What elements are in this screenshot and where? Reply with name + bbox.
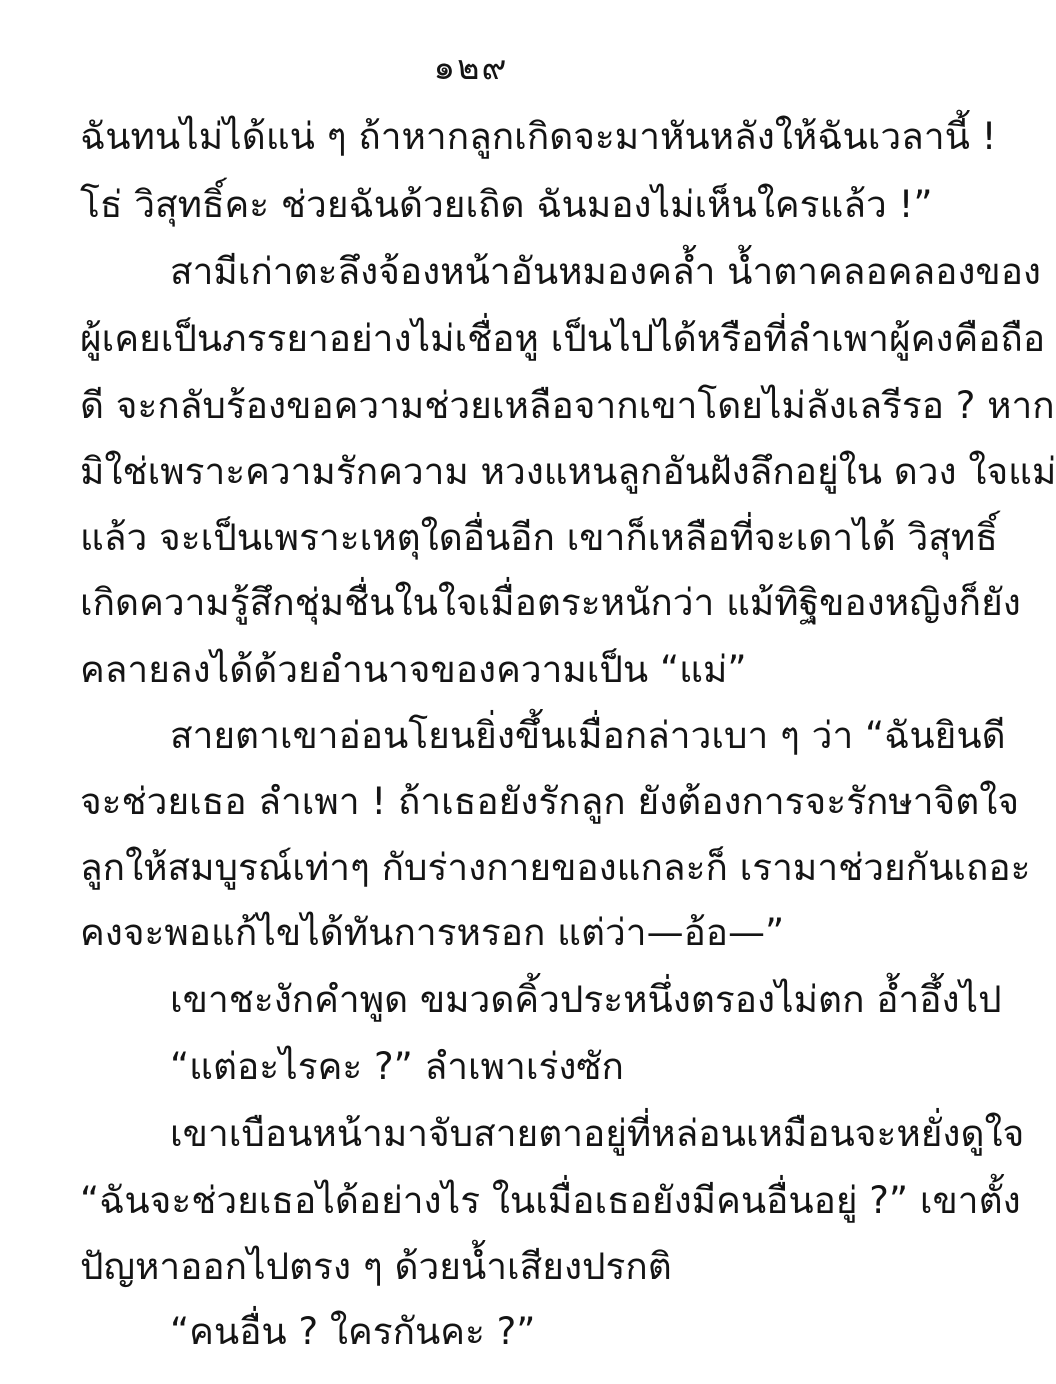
text-line: ผู้เคยเป็นภรรยาอย่างไม่เชื่อหู เป็นไปได้หรือที่ลำเพาผู้คงคือถือ [80, 317, 1046, 360]
text-line-indented: “คนอื่น ? ใครกันคะ ?” [170, 1310, 536, 1353]
text-line: มิใช่เพราะความรักความ หวงแหนลูกอันฝังลึกอยู่ใน ดวง ใจแม่ [80, 450, 1056, 493]
text-line: เกิดความรู้สึกชุ่มชื่นในใจเมื่อตระหนักว่า แม้ทิฐิของหญิงก็ยัง [80, 581, 1021, 624]
text-line: ฉันทนไม่ได้แน่ ๆ ถ้าหากลูกเกิดจะมาหันหลังให้ฉันเวลานี้ ! [80, 115, 997, 158]
text-line-indented: สายตาเขาอ่อนโยนยิ่งขึ้นเมื่อกล่าวเบา ๆ ว่า “ฉันยินดี [170, 714, 1006, 757]
text-line: คงจะพอแก้ไขได้ทันการหรอก แต่ว่า—อ้อ—” [80, 911, 785, 954]
text-line-indented: เขาชะงักคำพูด ขมวดคิ้วประหนึ่งตรองไม่ตก อ้ำอึ้งไป [170, 978, 1002, 1021]
text-line-indented: “แต่อะไรคะ ?” ลำเพาเร่งซัก [170, 1045, 624, 1088]
text-line: ลูกให้สมบูรณ์เท่าๆ กับร่างกายของแกละก็ เรามาช่วยกันเถอะ [80, 846, 1031, 889]
text-line-indented: เขาเบือนหน้ามาจับสายตาอยู่ที่หล่อนเหมือนจะหยั่งดูใจ [170, 1112, 1025, 1155]
text-line: ดี จะกลับร้องขอความช่วยเหลือจากเขาโดยไม่ลังเลรีรอ ? หาก [80, 384, 1055, 427]
text-line-indented: สามีเก่าตะลึงจ้องหน้าอันหมองคล้ำ น้ำตาคลอคลองของ [170, 250, 1041, 293]
text-line: คลายลงได้ด้วยอำนาจของความเป็น “แม่” [80, 648, 747, 691]
text-line: โธ่ วิสุทธิ์คะ ช่วยฉันด้วยเถิด ฉันมองไม่เห็นใครแล้ว !” [80, 183, 933, 226]
text-line: แล้ว จะเป็นเพราะเหตุใดอื่นอีก เขาก็เหลือที่จะเดาได้ วิสุทธิ์ [80, 516, 998, 559]
text-line: “ฉันจะช่วยเธอได้อย่างไร ในเมื่อเธอยังมีคนอื่นอยู่ ?” เขาตั้ง [80, 1179, 1021, 1222]
page-number: ๑๒๙ [433, 48, 509, 88]
text-line: ปัญหาออกไปตรง ๆ ด้วยน้ำเสียงปรกติ [80, 1245, 672, 1288]
text-line: จะช่วยเธอ ลำเพา ! ถ้าเธอยังรักลูก ยังต้องการจะรักษาจิตใจ [80, 780, 1020, 823]
